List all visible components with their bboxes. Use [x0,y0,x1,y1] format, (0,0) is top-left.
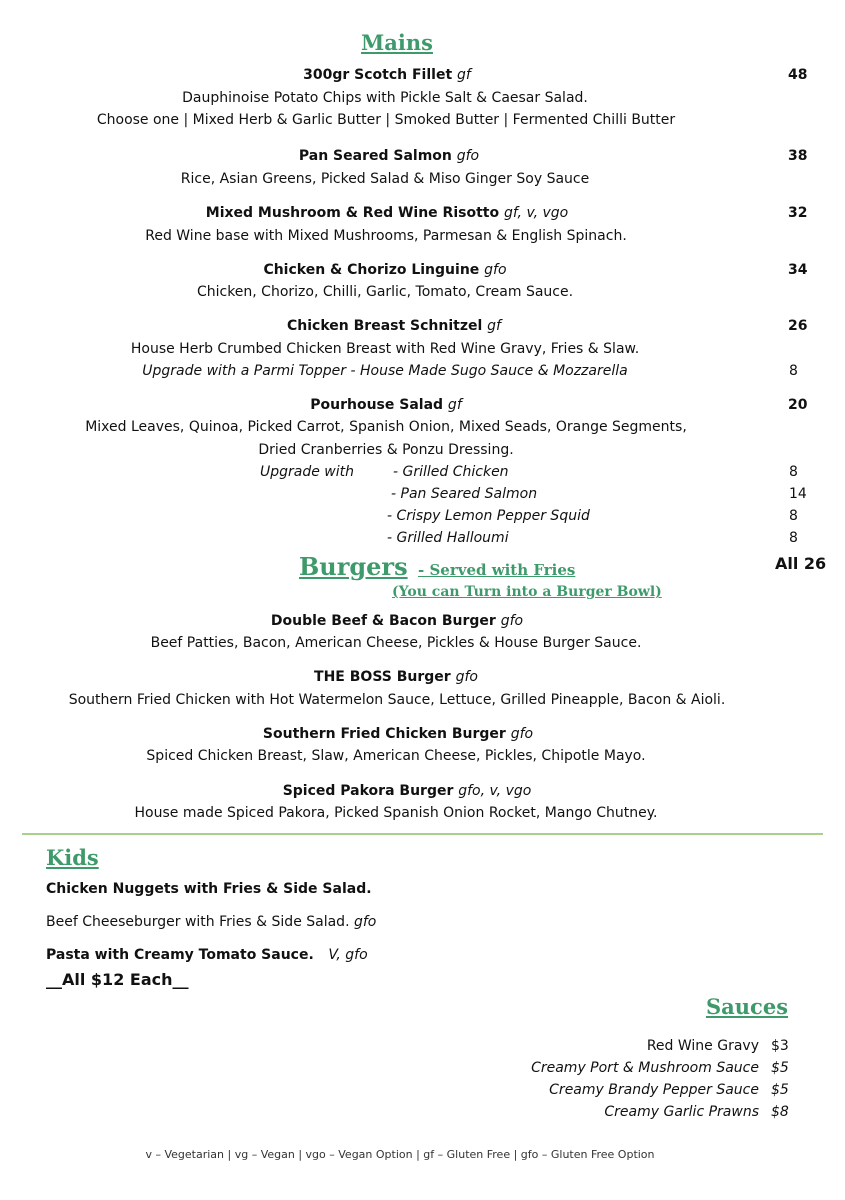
kids-title: Kids [46,845,99,870]
burger-name: Double Beef & Bacon Burger gfo [270,613,524,629]
burger-name: THE BOSS Burger gfo [314,669,478,685]
sauce-name: Creamy Brandy Pepper Sauce [549,1082,759,1098]
menu-item-desc: Rice, Asian Greens, Picked Salad & Miso Ginger Soy Sauce [180,171,590,187]
upgrade-text: Upgrade with a Parmi Topper - House Made Sugo Sauce & Mozzarella [142,363,628,379]
menu-item-name: Pourhouse Salad gf [310,397,462,413]
menu-item-price: 34 [788,262,808,278]
upgrade-price: 8 [789,508,798,524]
menu-item-price: 48 [788,67,808,83]
upgrade-option: - Crispy Lemon Pepper Squid [387,508,590,524]
kids-item: Pasta with Creamy Tomato Sauce. V, gfo [46,947,368,963]
burger-desc: Spiced Chicken Breast, Slaw, American Cheese, Pickles, Chipotle Mayo. [146,748,646,764]
dietary-legend: v – Vegetarian | vg – Vegan | vgo – Vegan Option | gf – Gluten Free | gfo – Gluten Free Option [145,1148,655,1161]
menu-item-name: Chicken & Chorizo Linguine gfo [263,262,507,278]
sauce-price: $5 [771,1082,789,1098]
sauces-title: Sauces [706,994,789,1019]
menu-item-name: Pan Seared Salmon gfo [298,148,480,164]
sauce-name: Creamy Garlic Prawns [604,1104,759,1120]
burger-desc: Beef Patties, Bacon, American Cheese, Pickles & House Burger Sauce. [150,635,642,651]
sauce-name: Creamy Port & Mushroom Sauce [531,1060,759,1076]
sauce-price: $3 [771,1038,789,1054]
menu-item-desc: Dried Cranberries & Ponzu Dressing. [258,442,514,458]
kids-price-note: __All $12 Each__ [46,970,189,989]
menu-item-desc: Red Wine base with Mixed Mushrooms, Parmesan & English Spinach. [145,228,627,244]
upgrade-option: - Grilled Chicken [393,464,509,480]
burger-desc: Southern Fried Chicken with Hot Watermelon Sauce, Lettuce, Grilled Pineapple, Bacon & Aioli. [68,692,726,708]
menu-item-price: 38 [788,148,808,164]
section-divider [22,833,823,835]
upgrade-price: 8 [789,530,798,546]
sauce-price: $5 [771,1060,789,1076]
menu-item-desc: Chicken, Chorizo, Chilli, Garlic, Tomato, Cream Sauce. [196,284,574,300]
burgers-title: Burgers [299,552,408,581]
menu-item-name: Chicken Breast Schnitzel gf [287,318,501,334]
mains-title: Mains [361,30,433,55]
menu-item-name: 300gr Scotch Fillet gf [303,67,471,83]
kids-item: Chicken Nuggets with Fries & Side Salad. [46,881,372,897]
burger-name: Spiced Pakora Burger gfo, v, vgo [282,783,532,799]
kids-item: Beef Cheeseburger with Fries & Side Salad. gfo [46,914,377,930]
menu-item-name: Mixed Mushroom & Red Wine Risotto gf, v, vgo [205,205,569,221]
menu-item-desc: Dauphinoise Potato Chips with Pickle Salt & Caesar Salad. [182,90,588,106]
burgers-subtitle: - Served with Fries [418,561,576,579]
burgers-price: All 26 [775,554,827,573]
menu-item-desc: House Herb Crumbed Chicken Breast with Red Wine Gravy, Fries & Slaw. [130,341,640,357]
menu-item-price: 20 [788,397,808,413]
burger-desc: House made Spiced Pakora, Picked Spanish Onion Rocket, Mango Chutney. [134,805,658,821]
sauce-price: $8 [771,1104,789,1120]
sauce-name: Red Wine Gravy [646,1038,759,1054]
upgrade-price: 14 [789,486,807,502]
burger-name: Southern Fried Chicken Burger gfo [262,726,534,742]
menu-item-desc: Mixed Leaves, Quinoa, Picked Carrot, Spanish Onion, Mixed Seads, Orange Segments, [85,419,687,435]
upgrade-option: - Pan Seared Salmon [391,486,538,502]
menu-item-price: 32 [788,205,808,221]
menu-item-price: 26 [788,318,808,334]
burgers-subtitle-bowl: (You can Turn into a Burger Bowl) [392,584,662,600]
upgrade-label: Upgrade with [260,464,355,480]
upgrade-price: 8 [789,363,798,379]
menu-item-desc: Choose one | Mixed Herb & Garlic Butter | Smoked Butter | Fermented Chilli Butter [96,112,676,128]
upgrade-price: 8 [789,464,798,480]
upgrade-option: - Grilled Halloumi [387,530,509,546]
